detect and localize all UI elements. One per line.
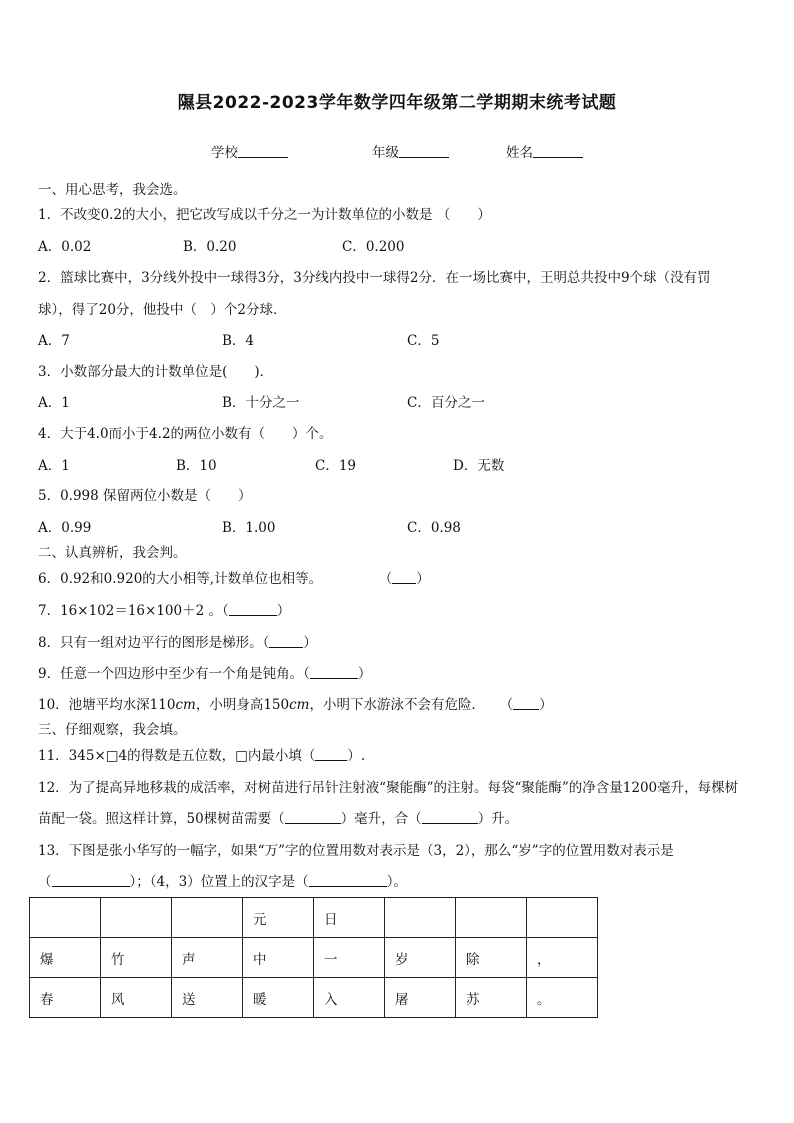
- question-1: 1．不改变0.2的大小，把它改写成以千分之一为计数单位的小数是 （ ）: [38, 207, 491, 223]
- name-field: [506, 141, 583, 161]
- grid-cell: 爆: [30, 938, 101, 978]
- q10-paren-left: （: [499, 697, 514, 713]
- question-13-line-1: 13．下图是张小华写的一幅字，如果“万”字的位置用数对表示是（3，2），那么“岁”字的位置用数对表示是: [38, 843, 674, 859]
- q6-paren-right: ）: [416, 571, 430, 587]
- grid-cell: 岁: [385, 938, 456, 978]
- grid-cell: [456, 898, 527, 938]
- grade-blank[interactable]: [399, 144, 449, 158]
- q7-paren-left: （: [221, 603, 229, 619]
- grid-cell: 一: [314, 938, 385, 978]
- question-13-text-b: ）；（4，3）位置上的汉字是（: [129, 874, 309, 890]
- question-9-text: 9．任意一个四边形中至少有一个角是钝角。: [38, 666, 304, 682]
- q2-option-c[interactable]: C．5: [407, 333, 440, 349]
- question-11-text-b: ）.: [347, 748, 366, 764]
- grid-cell: 暖: [243, 978, 314, 1018]
- question-3: 3．小数部分最大的计数单位是( )．: [38, 364, 274, 380]
- q10-paren-right: ）: [539, 697, 553, 713]
- school-label: 学校: [211, 145, 238, 161]
- grid-cell: [172, 898, 243, 938]
- question-13-text-c: ）。: [386, 874, 407, 890]
- q13-blank-position[interactable]: [52, 873, 130, 887]
- q4-option-c[interactable]: C．19: [315, 458, 357, 474]
- name-blank[interactable]: [533, 144, 583, 158]
- q9-answer-blank[interactable]: [310, 665, 358, 679]
- q5-option-a[interactable]: A．0.99: [38, 520, 92, 536]
- question-6-text: 6．0.92和0.920的大小相等,计数单位也相等。: [38, 571, 323, 587]
- q3-option-c[interactable]: C．百分之一: [407, 395, 485, 411]
- q3-option-b[interactable]: B．十分之一: [222, 395, 300, 411]
- question-12-line-2: [38, 810, 518, 828]
- question-12-text-a: 苗配一袋。照这样计算，50棵树苗需要（: [38, 811, 285, 827]
- section-heading-judge: 二、认真辨析，我会判。: [38, 545, 187, 561]
- q1-option-b[interactable]: B．0.20: [183, 239, 237, 255]
- grid-cell: 竹: [101, 938, 172, 978]
- grid-cell: [30, 898, 101, 938]
- q1-option-c[interactable]: C．0.200: [342, 239, 405, 255]
- grid-cell: 。: [527, 978, 598, 1018]
- grid-cell: 春: [30, 978, 101, 1018]
- school-blank[interactable]: [238, 144, 288, 158]
- grid-cell: [385, 898, 456, 938]
- grid-cell: 送: [172, 978, 243, 1018]
- page-title: 隰县2022-2023学年数学四年级第二学期期末统考试题: [177, 93, 617, 113]
- question-13-line-2: [38, 873, 407, 891]
- q4-option-d[interactable]: D．无数: [453, 458, 505, 474]
- character-grid: [29, 897, 598, 1018]
- grid-cell: [101, 898, 172, 938]
- question-9: [38, 665, 371, 683]
- q8-paren-left: （: [262, 635, 270, 651]
- question-10-text-a: 10．池塘平均水深110: [38, 697, 176, 713]
- grid-cell: 元: [243, 898, 314, 938]
- question-7: [38, 602, 290, 620]
- q3-option-a[interactable]: A．1: [38, 395, 70, 411]
- question-2-line-2: 球），得了20分，他投中（ ）个2分球．: [38, 302, 287, 318]
- grid-cell: 除: [456, 938, 527, 978]
- question-10-text-c: ，小明下水游泳不会有危险．: [309, 697, 485, 713]
- q10-answer-blank[interactable]: [513, 696, 539, 710]
- question-12-line-1: 12．为了提高异地移栽的成活率，对树苗进行吊针注射液“聚能酶”的注射。每袋“聚能酶”的净含量1200毫升，每棵树: [38, 780, 739, 796]
- question-11-text-a: 11．345×□4的得数是五位数，□内最小填（: [38, 748, 316, 764]
- q7-paren-right: ）: [276, 603, 291, 619]
- grid-cell: [527, 898, 598, 938]
- q4-option-a[interactable]: A．1: [38, 458, 70, 474]
- question-8: [38, 634, 317, 652]
- question-11: [38, 747, 365, 765]
- q6-paren-left: （: [378, 571, 393, 587]
- q10-unit-1: cm: [175, 697, 196, 713]
- grid-row: [30, 978, 598, 1018]
- section-heading-choose: 一、用心思考，我会选。: [38, 182, 187, 198]
- grid-cell: 风: [101, 978, 172, 1018]
- q10-unit-2: cm: [289, 697, 310, 713]
- q2-option-a[interactable]: A．7: [38, 333, 70, 349]
- section-heading-fill: 三、仔细观察，我会填。: [38, 722, 187, 738]
- grid-row: [30, 898, 598, 938]
- question-4: 4．大于4.0而小于4.2的两位小数有（ ）个。: [38, 426, 333, 442]
- q7-answer-blank[interactable]: [229, 602, 277, 616]
- q8-answer-blank[interactable]: [269, 634, 303, 648]
- q12-blank-l[interactable]: [422, 810, 478, 824]
- grid-cell: 日: [314, 898, 385, 938]
- grade-field: [372, 141, 449, 161]
- question-2-line-1: 2．篮球比赛中，3分线外投中一球得3分，3分线内投中一球得2分．在一场比赛中，王明总共投中9个球（没有罚: [38, 270, 711, 286]
- q9-paren-left: （: [303, 666, 310, 682]
- q12-blank-ml[interactable]: [285, 810, 341, 824]
- grid-cell: 屠: [385, 978, 456, 1018]
- q11-answer-blank[interactable]: [315, 747, 347, 761]
- question-13-text-a: （: [38, 874, 52, 890]
- question-7-text: 7．16×102＝16×100＋2 。: [38, 603, 222, 619]
- q4-option-b[interactable]: B．10: [176, 458, 217, 474]
- q1-option-a[interactable]: A．0.02: [38, 239, 92, 255]
- q6-answer-blank[interactable]: [392, 570, 416, 584]
- grid-cell: 入: [314, 978, 385, 1018]
- grid-cell: 中: [243, 938, 314, 978]
- name-label: 姓名: [506, 145, 533, 161]
- q2-option-b[interactable]: B．4: [222, 333, 255, 349]
- grade-label: 年级: [372, 145, 399, 161]
- q5-option-c[interactable]: C．0.98: [407, 520, 461, 536]
- question-6: [38, 570, 430, 588]
- question-12-text-b: ）毫升，合（: [340, 811, 422, 827]
- grid-cell: 声: [172, 938, 243, 978]
- grid-cell: ，: [527, 938, 598, 978]
- q8-paren-right: ）: [303, 635, 317, 651]
- question-12-text-c: ）升。: [477, 811, 519, 827]
- q9-paren-right: ）: [357, 666, 372, 682]
- q5-option-b[interactable]: B．1.00: [222, 520, 276, 536]
- question-8-text: 8．只有一组对边平行的图形是梯形。: [38, 635, 263, 651]
- question-10: [38, 696, 553, 714]
- question-10-text-b: ，小明身高150: [195, 697, 290, 713]
- grid-cell: 苏: [456, 978, 527, 1018]
- q13-blank-character[interactable]: [309, 873, 387, 887]
- question-5: 5．0.998 保留两位小数是（ ）: [38, 488, 252, 504]
- grid-row: [30, 938, 598, 978]
- school-field: [211, 141, 288, 161]
